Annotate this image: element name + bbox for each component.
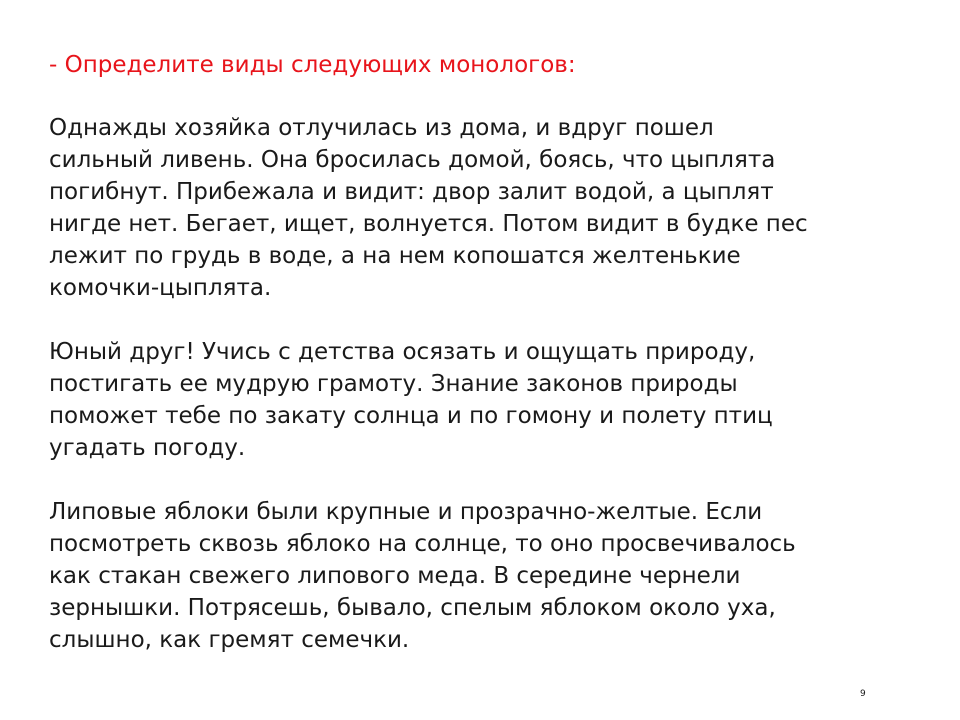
paragraph-line: Юный друг! Учись с детства осязать и ощущать природу,	[49, 339, 756, 365]
paragraph-1	[49, 112, 929, 304]
paragraph-line: постигать ее мудрую грамоту. Знание законов природы	[49, 371, 738, 397]
paragraph-2	[49, 336, 929, 464]
paragraph-line: как стакан свежего липового меда. В середине чернели	[49, 563, 741, 589]
paragraph-line: зернышки. Потрясешь, бывало, спелым яблоком около уха,	[49, 595, 776, 621]
paragraph-line: погибнут. Прибежала и видит: двор залит водой, а цыплят	[49, 179, 774, 205]
paragraph-line: лежит по грудь в воде, а на нем копошатся желтенькие	[49, 243, 741, 269]
paragraph-line: поможет тебе по закату солнца и по гомону и полету птиц	[49, 403, 773, 429]
paragraph-line: угадать погоду.	[49, 435, 246, 461]
paragraph-line: Однажды хозяйка отлучилась из дома, и вдруг пошел	[49, 115, 714, 141]
slide-heading: - Определите виды следующих монологов:	[49, 52, 576, 78]
paragraph-line: посмотреть сквозь яблоко на солнце, то оно просвечивалось	[49, 531, 796, 557]
page-number: 9	[860, 689, 866, 699]
paragraph-line: Липовые яблоки были крупные и прозрачно-желтые. Если	[49, 499, 763, 525]
paragraph-3	[49, 496, 929, 656]
paragraph-line: слышно, как гремят семечки.	[49, 627, 410, 653]
paragraph-line: комочки-цыплята.	[49, 275, 272, 301]
paragraph-line: нигде нет. Бегает, ищет, волнуется. Потом видит в будке пес	[49, 211, 808, 237]
paragraph-line: сильный ливень. Она бросилась домой, боясь, что цыплята	[49, 147, 776, 173]
